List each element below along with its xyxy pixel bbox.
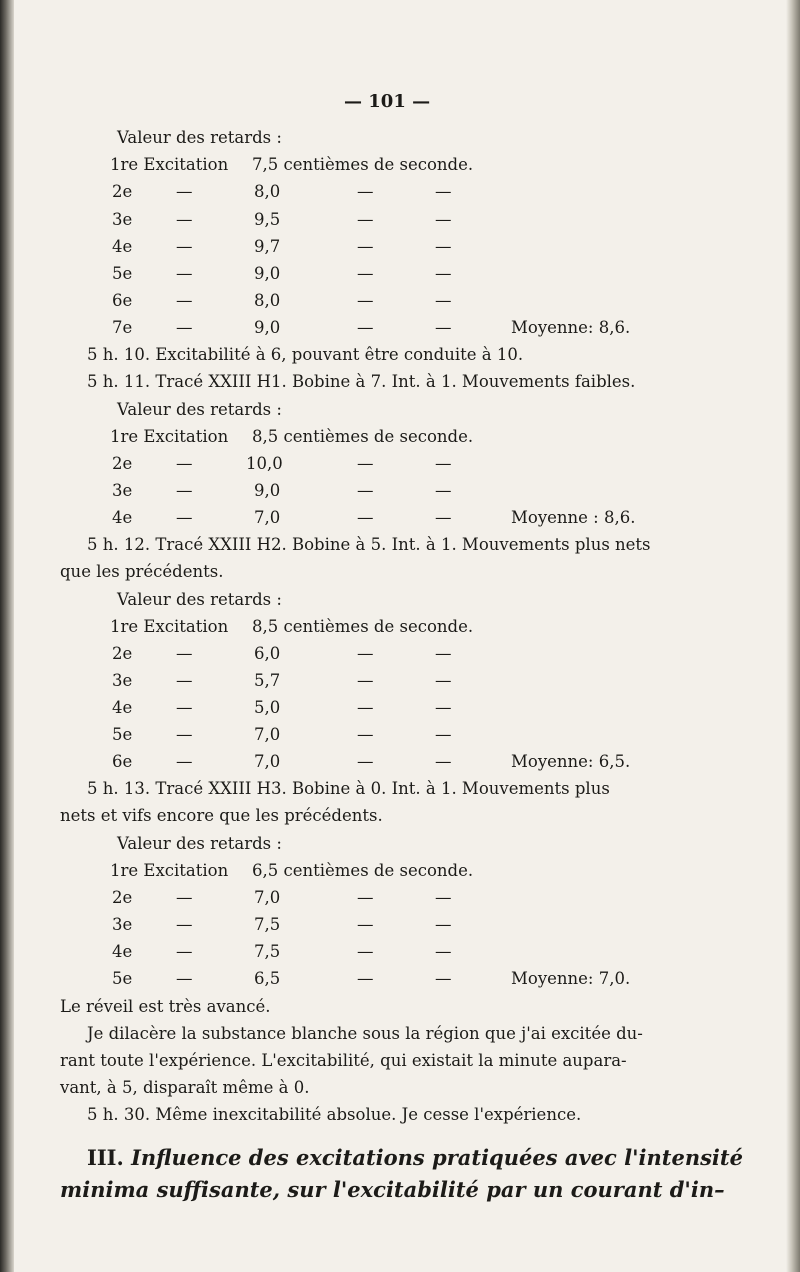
row-label: 2e — [112, 888, 133, 907]
row-ditto: — — [435, 969, 452, 988]
row-dash: — — [176, 644, 193, 663]
line-reveil: Le réveil est très avancé. — [60, 997, 271, 1016]
row-label: 1re Excitation — [110, 617, 229, 636]
row-ditto: — — [435, 454, 452, 473]
row-value: 9,0 — [254, 481, 281, 500]
section-heading-line-2: minima suffisante, sur l'excitabilité par un courant d'in– — [60, 1177, 725, 1202]
row-ditto: — — [357, 291, 374, 310]
row-label: 1re Excitation — [110, 155, 229, 174]
row-value: 7,0 — [254, 888, 281, 907]
row-value: 7,0 — [254, 752, 281, 771]
row-label: 5e — [112, 264, 133, 283]
moyenne: Moyenne: 6,5. — [511, 752, 631, 771]
row-dash: — — [176, 888, 193, 907]
row-dash: — — [176, 725, 193, 744]
block4-intro: Valeur des retards : — [117, 834, 282, 853]
row-ditto: — — [357, 454, 374, 473]
row-value: 7,5 centièmes de seconde. — [252, 155, 474, 174]
row-ditto: — — [357, 671, 374, 690]
row-ditto: — — [357, 752, 374, 771]
row-dash: — — [176, 915, 193, 934]
row-value: 8,0 — [254, 182, 281, 201]
block3-intro: Valeur des retards : — [117, 590, 282, 609]
row-value: 7,5 — [254, 942, 281, 961]
row-label: 4e — [112, 237, 133, 256]
row-ditto: — — [357, 237, 374, 256]
row-label: 3e — [112, 210, 133, 229]
row-value: 10,0 — [246, 454, 283, 473]
row-ditto: — — [435, 942, 452, 961]
row-label: 5e — [112, 969, 133, 988]
row-ditto: — — [357, 725, 374, 744]
row-value: 9,7 — [254, 237, 281, 256]
row-ditto: — — [357, 698, 374, 717]
row-label: 1re Excitation — [110, 861, 229, 880]
row-label: 2e — [112, 182, 133, 201]
row-label: 6e — [112, 752, 133, 771]
block1-intro: Valeur des retards : — [117, 128, 282, 147]
row-value: 6,5 — [254, 969, 281, 988]
row-dash: — — [176, 481, 193, 500]
row-ditto: — — [357, 481, 374, 500]
row-ditto: — — [357, 888, 374, 907]
row-dash: — — [176, 237, 193, 256]
row-ditto: — — [435, 318, 452, 337]
row-label: 3e — [112, 481, 133, 500]
row-dash: — — [176, 264, 193, 283]
row-ditto: — — [435, 698, 452, 717]
moyenne: Moyenne: 8,6. — [511, 318, 631, 337]
line-5h10: 5 h. 10. Excitabilité à 6, pouvant être conduite à 10. — [87, 345, 524, 364]
row-ditto: — — [435, 752, 452, 771]
row-value: 8,5 centièmes de seconde. — [252, 617, 474, 636]
row-value: 9,5 — [254, 210, 281, 229]
paragraph-line-2: rant toute l'expérience. L'excitabilité, qui existait la minute aupara- — [60, 1051, 627, 1070]
page-edge-right — [786, 0, 800, 1272]
row-ditto: — — [357, 182, 374, 201]
row-dash: — — [176, 969, 193, 988]
row-ditto: — — [357, 318, 374, 337]
page-number: — 101 — — [344, 91, 431, 112]
row-ditto: — — [357, 210, 374, 229]
row-value: 7,0 — [254, 508, 281, 527]
row-value: 7,5 — [254, 915, 281, 934]
row-dash: — — [176, 671, 193, 690]
moyenne: Moyenne : 8,6. — [511, 508, 636, 527]
row-ditto: — — [435, 888, 452, 907]
row-dash: — — [176, 454, 193, 473]
row-ditto: — — [357, 969, 374, 988]
row-label: 7e — [112, 318, 133, 337]
row-label: 6e — [112, 291, 133, 310]
row-ditto: — — [435, 725, 452, 744]
row-ditto: — — [435, 210, 452, 229]
row-dash: — — [176, 182, 193, 201]
row-value: 8,5 centièmes de seconde. — [252, 427, 474, 446]
row-ditto: — — [357, 508, 374, 527]
row-label: 4e — [112, 508, 133, 527]
row-ditto: — — [357, 915, 374, 934]
row-dash: — — [176, 942, 193, 961]
row-dash: — — [176, 210, 193, 229]
row-value: 8,0 — [254, 291, 281, 310]
line-5h12a: 5 h. 12. Tracé XXIII H2. Bobine à 5. Int. à 1. Mouvements plus nets — [87, 535, 651, 554]
row-value: 9,0 — [254, 264, 281, 283]
row-label: 2e — [112, 644, 133, 663]
row-value: 9,0 — [254, 318, 281, 337]
paragraph-line-3: vant, à 5, disparaît même à 0. — [60, 1078, 310, 1097]
row-ditto: — — [435, 671, 452, 690]
row-ditto: — — [357, 264, 374, 283]
row-dash: — — [176, 698, 193, 717]
line-5h11: 5 h. 11. Tracé XXIII H1. Bobine à 7. Int. à 1. Mouvements faibles. — [87, 372, 636, 391]
row-label: 5e — [112, 725, 133, 744]
row-value: 5,0 — [254, 698, 281, 717]
row-label: 1re Excitation — [110, 427, 229, 446]
row-value: 6,5 centièmes de seconde. — [252, 861, 474, 880]
line-5h12b: que les précédents. — [60, 562, 224, 581]
row-label: 4e — [112, 698, 133, 717]
section-heading-line-1 — [87, 1145, 743, 1170]
row-ditto: — — [435, 644, 452, 663]
paragraph-line-1: Je dilacère la substance blanche sous la région que j'ai excitée du- — [87, 1024, 643, 1043]
row-ditto: — — [435, 237, 452, 256]
moyenne: Moyenne: 7,0. — [511, 969, 631, 988]
row-ditto: — — [435, 915, 452, 934]
row-value: 5,7 — [254, 671, 281, 690]
row-dash: — — [176, 508, 193, 527]
line-5h30: 5 h. 30. Même inexcitabilité absolue. Je cesse l'expérience. — [87, 1105, 582, 1124]
block2-intro: Valeur des retards : — [117, 400, 282, 419]
row-dash: — — [176, 291, 193, 310]
row-ditto: — — [435, 481, 452, 500]
row-label: 2e — [112, 454, 133, 473]
row-value: 7,0 — [254, 725, 281, 744]
row-label: 3e — [112, 915, 133, 934]
page-edge-left — [0, 0, 14, 1272]
row-ditto: — — [435, 508, 452, 527]
line-5h13b: nets et vifs encore que les précédents. — [60, 806, 383, 825]
row-ditto: — — [435, 291, 452, 310]
row-label: 3e — [112, 671, 133, 690]
row-dash: — — [176, 318, 193, 337]
row-label: 4e — [112, 942, 133, 961]
row-ditto: — — [357, 942, 374, 961]
row-value: 6,0 — [254, 644, 281, 663]
row-ditto: — — [435, 182, 452, 201]
row-ditto: — — [435, 264, 452, 283]
row-ditto: — — [357, 644, 374, 663]
section-heading-text: III. Influence des excitations pratiquées avec l'intensité — [87, 1145, 743, 1170]
row-dash: — — [176, 752, 193, 771]
line-5h13a: 5 h. 13. Tracé XXIII H3. Bobine à 0. Int. à 1. Mouvements plus — [87, 779, 610, 798]
